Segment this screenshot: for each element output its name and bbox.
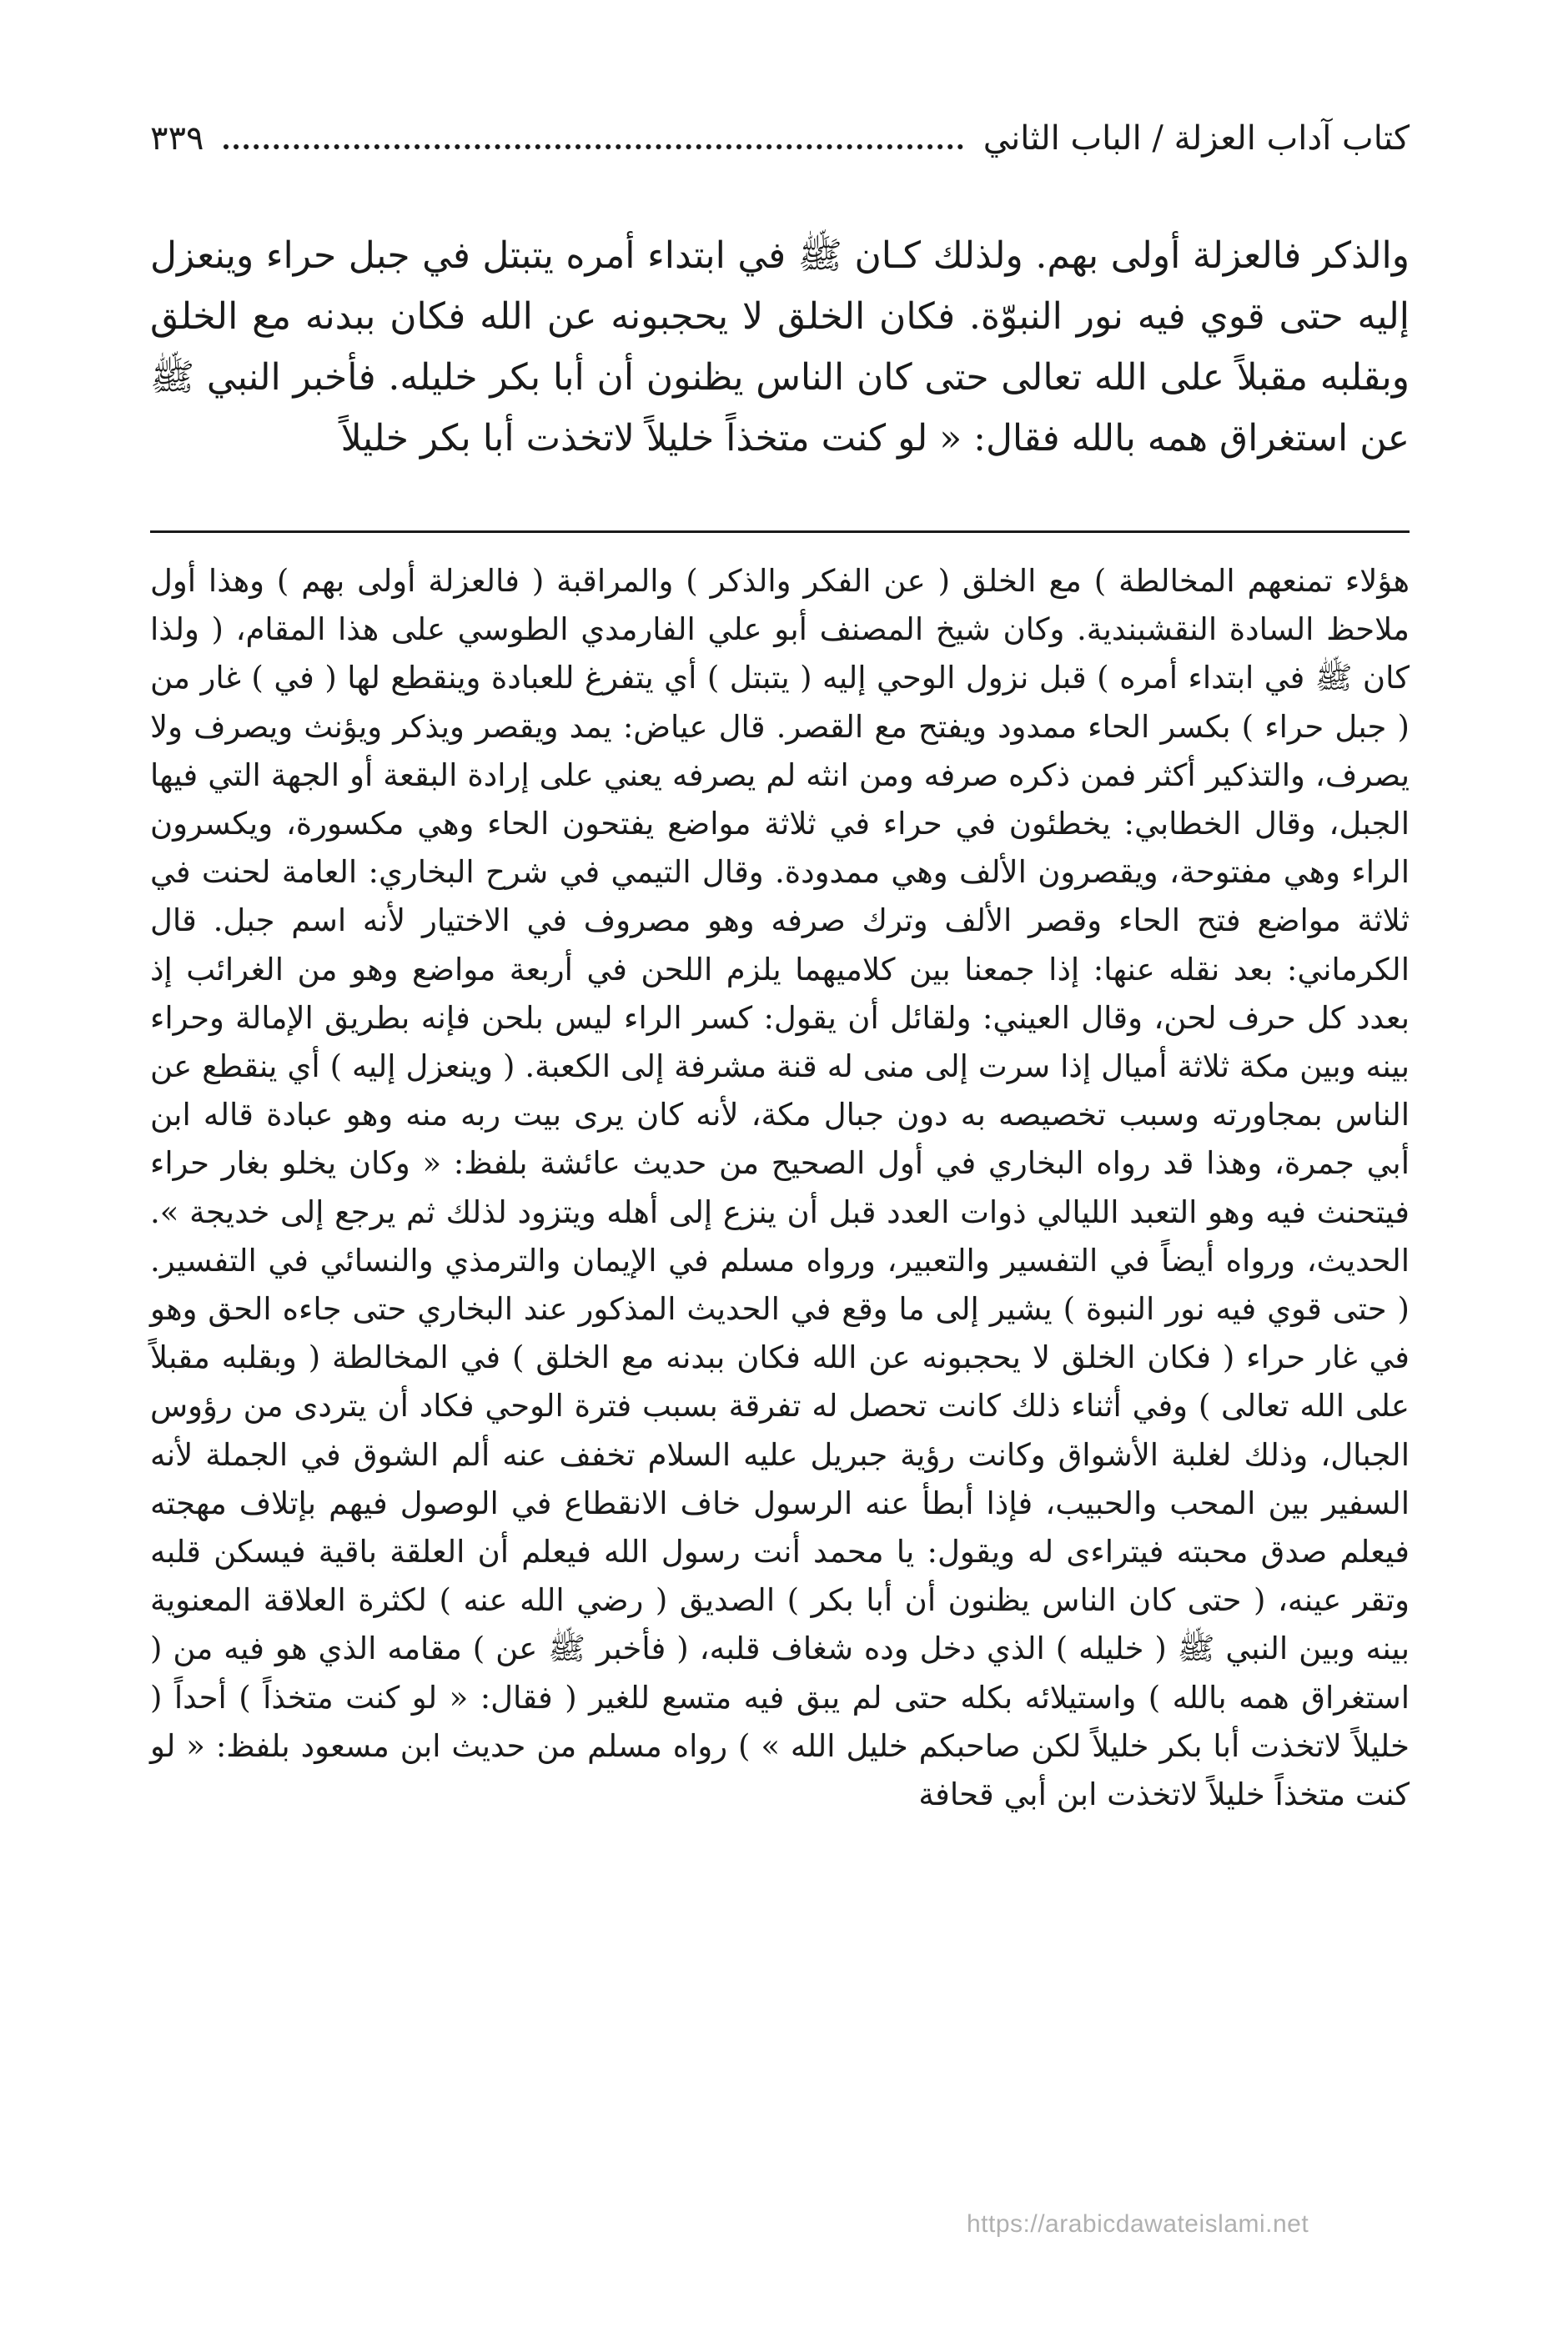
main-text-paragraph: والذكر فالعزلة أولى بهم. ولذلك كـان ﷺ في ابتداء أمره يتبتل في جبل حراء وينعزل إليه حتى قوي فيه نور النبوّة. فكان الخلق لا يحجبونه عن الله فكان ببدنه مع الخلق وبقلبه مقبلاً على الله تعالى حتى كان الناس يظنون أن أبا بكر خليله. فأخبر النبي ﷺ عن استغراق همه بالله فقال: « لو كنت متخذاً خليلاً لاتخذت أبا بكر خليلاً [150,234,1410,460]
source-watermark: https://arabicdawateislami.net [967,2210,1309,2238]
leader-dots [224,123,962,149]
commentary-paragraph: هؤلاء تمنعهم المخالطة ) مع الخلق ( عن الفكر والذكر ) والمراقبة ( فالعزلة أولى بهم ) وهذا أول ملاحظ السادة النقشبندية. وكان شيخ المصنف أبو علي الفارمدي الطوسي على هذا المقام، ( ولذا كان ﷺ في ابتداء أمره ) قبل نزول الوحي إليه ( يتبتل ) أي يتفرغ للعبادة وينقطع لها ( في ) غار من ( جبل حراء ) بكسر الحاء ممدود ويفتح مع القصر. قال عياض: يمد ويقصر ويذكر ويؤنث ويصرف ولا يصرف، والتذكير أكثر فمن ذكره صرفه ومن انثه لم يصرفه يعني على إرادة البقعة أو الجهة التي فيها الجبل، وقال الخطابي: يخطئون في حراء في ثلاثة مواضع يفتحون الحاء وهي مكسورة، ويكسرون الراء وهي مفتوحة، ويقصرون الألف وهي ممدودة. وقال التيمي في شرح البخاري: العامة لحنت في ثلاثة مواضع فتح الحاء وقصر الألف وترك صرفه وهو مصروف في الاختيار لأنه اسم جبل. قال الكرماني: بعد نقله عنها: إذا جمعنا بين كلاميهما يلزم اللحن في أربعة مواضع وهو من الغرائب إذ بعدد كل حرف لحن، وقال العيني: ولقائل أن يقول: كسر الراء ليس بلحن فإنه بطريق الإمالة وحراء بينه وبين مكة ثلاثة أميال إذا سرت إلى منى له قنة مشرفة إلى الكعبة. ( وينعزل إليه ) أي ينقطع عن الناس بمجاورته وسبب تخصيصه به دون جبال مكة، لأنه كان يرى بيت ربه منه وهو عبادة قاله ابن أبي جمرة، وهذا قد رواه البخاري في أول الصحيح من حديث عائشة بلفظ: « وكان يخلو بغار حراء فيتحنث فيه وهو التعبد الليالي ذوات العدد قبل أن ينزع إلى أهله ويتزود لذلك ثم يرجع إلى خديجة ». الحديث، ورواه أيضاً في التفسير والتعبير، ورواه مسلم في الإيمان والترمذي والنسائي في التفسير. ( حتى قوي فيه نور النبوة ) يشير إلى ما وقع في الحديث المذكور عند البخاري حتى جاءه الحق وهو في غار حراء ( فكان الخلق لا يحجبونه عن الله فكان ببدنه مع الخلق ) في المخالطة ( وبقلبه مقبلاً على الله تعالى ) وفي أثناء ذلك كانت تحصل له تفرقة بسبب فترة الوحي فكاد أن يتردى من رؤوس الجبال، وذلك لغلبة الأشواق وكانت رؤية جبريل عليه السلام تخفف عنه ألم الشوق في الجملة لأنه السفير بين المحب والحبيب، فإذا أبطأ عنه الرسول خاف الانقطاع في الوصول فيهم بإتلاف مهجته فيعلم صدق محبته فيتراءى له ويقول: يا محمد أنت رسول الله فيعلم أن العلقة باقية فيسكن قلبه وتقر عينه، ( حتى كان الناس يظنون أن أبا بكر ) الصديق ( رضي الله عنه ) لكثرة العلاقة المعنوية بينه وبين النبي ﷺ ( خليله ) الذي دخل وده شغاف قلبه، ( فأخبر ﷺ عن ) مقامه الذي هو فيه من ( استغراق همه بالله ) واستيلائه بكله حتى لم يبق فيه متسع للغير ( فقال: « لو كنت متخذاً ) أحداً ( خليلاً لاتخذت أبا بكر خليلاً لكن صاحبكم خليل الله » ) رواه مسلم من حديث ابن مسعود بلفظ: « لو كنت متخذاً خليلاً لاتخذت ابن أبي قحافة [150,563,1410,1813]
page-number: ٣٣٩ [150,119,204,158]
main-text [150,225,1410,469]
running-header [150,117,1410,160]
footnote-separator [150,530,1410,533]
chapter-title: كتاب آداب العزلة / الباب الثاني [983,119,1410,158]
commentary [150,557,1410,1819]
